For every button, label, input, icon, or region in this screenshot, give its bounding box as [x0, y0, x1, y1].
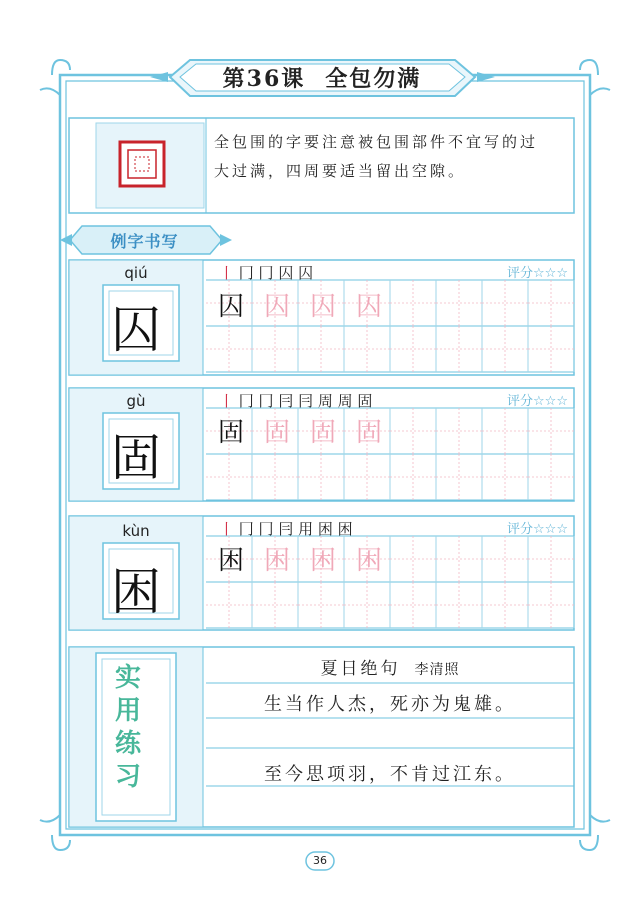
- trace-character: 固: [263, 418, 290, 448]
- trace-character: 固: [355, 418, 382, 448]
- model-character: 固: [217, 418, 244, 448]
- intro-line-2: 大过满，四周要适当留出空隙。: [214, 162, 467, 180]
- example-character: 困: [111, 563, 161, 621]
- stroke-sequence: 冂 冂 囚 囚: [234, 264, 314, 282]
- lesson-title: [193, 58, 451, 96]
- pinyin: kùn: [122, 522, 150, 540]
- pinyin: qiú: [124, 264, 148, 282]
- stroke-sequence: 冂 冂 冃 用 困 困: [234, 520, 353, 538]
- trace-character: 困: [309, 546, 336, 576]
- poem-title: [206, 654, 574, 679]
- lesson-number: 第36课: [222, 65, 306, 92]
- lesson-heading: 全包勿满: [325, 65, 422, 92]
- stroke-order: [219, 390, 372, 411]
- stroke-order: [219, 518, 353, 539]
- rating-label: 评分☆☆☆: [507, 522, 568, 537]
- character-card: [69, 388, 574, 501]
- character-card: [69, 516, 574, 630]
- stroke-order: [219, 262, 313, 283]
- enclosure-icon: [120, 142, 164, 186]
- pinyin: gù: [126, 392, 146, 410]
- practice-label-char: 实: [114, 663, 141, 693]
- example-character: 固: [111, 429, 161, 487]
- model-character: 困: [217, 546, 244, 576]
- practice-label-char: 练: [114, 729, 141, 759]
- practice-label-char: 用: [114, 696, 141, 726]
- example-character: 囚: [111, 301, 161, 359]
- trace-character: 囚: [263, 292, 290, 322]
- trace-character: 困: [263, 546, 290, 576]
- trace-character: 困: [355, 546, 382, 576]
- model-character: 囚: [217, 292, 244, 322]
- first-stroke: 丨: [219, 264, 235, 282]
- first-stroke: 丨: [219, 392, 235, 410]
- poem-author: 李清照: [414, 662, 460, 678]
- intro-line-1: 全包围的字要注意被包围部件不宜写的过: [214, 133, 539, 151]
- first-stroke: 丨: [219, 520, 235, 538]
- stroke-sequence: 冂 冂 冃 冃 周 周 固: [234, 392, 373, 410]
- page-number: 36: [313, 854, 327, 867]
- section-label: 例字书写: [110, 231, 179, 251]
- intro-text: [214, 128, 572, 186]
- character-card: [69, 260, 574, 375]
- trace-character: 囚: [355, 292, 382, 322]
- trace-character: 囚: [309, 292, 336, 322]
- rating-label: 评分☆☆☆: [507, 266, 568, 281]
- trace-character: 固: [309, 418, 336, 448]
- practice-label-char: 习: [114, 762, 141, 792]
- poem-line-1: 生当作人杰，死亦为鬼雄。: [264, 694, 516, 715]
- poem-title-text: 夏日绝句: [320, 659, 401, 679]
- practice-label: [110, 662, 146, 794]
- poem-line-2: 至今思项羽，不肯过江东。: [264, 764, 516, 785]
- rating-label: 评分☆☆☆: [507, 394, 568, 409]
